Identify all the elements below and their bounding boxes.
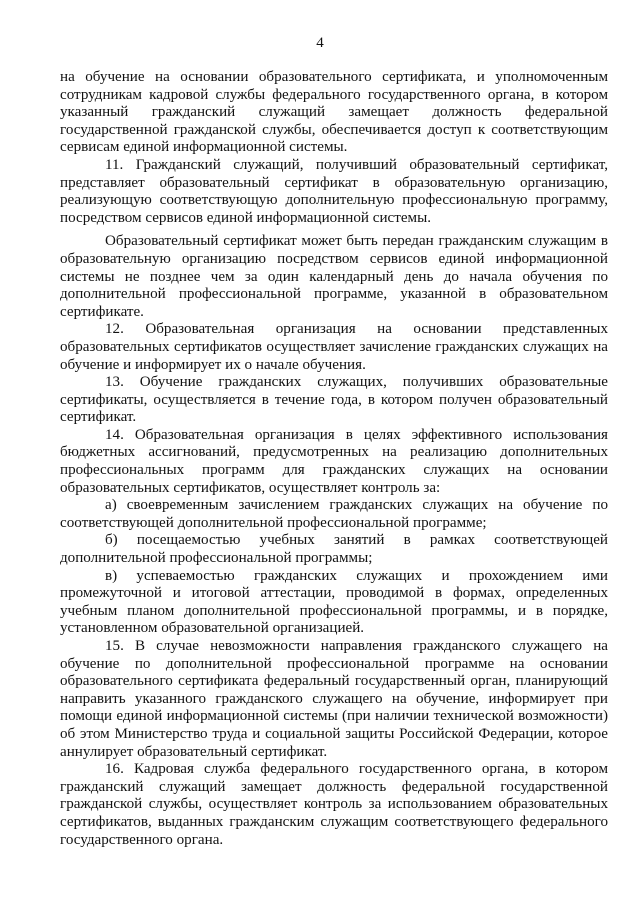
paragraph-certificate-transfer: Образовательный сертификат может быть передан гражданским служащим в образовательную организацию посредством сервисов единой информационной системы не позднее чем за один календарный день до начала обучения по дополнительной профессиональной программе, указанной в образовательном сертификате. bbox=[60, 233, 608, 320]
page-number: 4 bbox=[316, 35, 324, 51]
paragraph-item-14-c: в) успеваемостью гражданских служащих и прохождением ими промежуточной и итоговой аттестации, проводимой в формах, определенных учебным планом дополнительной профессиональной программы, и в порядке, установленном образовательной организацией. bbox=[60, 567, 608, 637]
paragraph-item-12: 12. Образовательная организация на основании представленных образовательных сертификатов осуществляет зачисление гражданских служащих на обучение и информирует их о начале обучения. bbox=[60, 321, 608, 373]
paragraph-item-11: 11. Гражданский служащий, получивший образовательный сертификат, представляет образовательный сертификат в образовательную организацию, реализующую соответствующую дополнительную профессиональную программу, посредством сервисов единой информационной системы. bbox=[60, 156, 608, 226]
paragraph-item-14: 14. Образовательная организация в целях эффективного использования бюджетных ассигнований, предусмотренных на реализацию дополнительных профессиональных программ для гражданских служащих на основании образовательных сертификатов, осуществляет контроль за: bbox=[60, 426, 608, 496]
paragraph-item-15: 15. В случае невозможности направления гражданского служащего на обучение по дополнительной профессиональной программе на основании образовательного сертификата федеральный государственный орган, планирующий направить указанного гражданского служащего на обучение, информирует при помощи единой информационной системы (при наличии технической возможности) об этом Министерство труда и социальной защиты Российской Федерации, которое аннулирует образовательный сертификат. bbox=[60, 638, 608, 760]
paragraph-item-13: 13. Обучение гражданских служащих, получивших образовательные сертификаты, осуществляется в течение года, в котором получен образовательный сертификат. bbox=[60, 374, 608, 426]
paragraph-item-14-b: б) посещаемостью учебных занятий в рамках соответствующей дополнительной профессиональной программы; bbox=[60, 532, 608, 567]
paragraph-continuation: на обучение на основании образовательного сертификата, и уполномоченным сотрудникам кадровой службы федерального государственного органа, в котором указанный гражданский служащий замещает должность федеральной государственной гражданской службы, обеспечивается доступ к соответствующим сервисам единой информационной системы. bbox=[60, 69, 608, 156]
paragraph-item-16: 16. Кадровая служба федерального государственного органа, в котором гражданский служащий замещает должность федеральной государственной гражданской службы, осуществляет контроль за использованием образовательных сертификатов, выданных гражданским служащим соответствующего федерального государственного органа. bbox=[60, 761, 608, 848]
document-body bbox=[60, 69, 608, 849]
paragraph-item-14-a: а) своевременным зачислением гражданских служащих на обучение по соответствующей дополнительной профессиональной программе; bbox=[60, 497, 608, 531]
